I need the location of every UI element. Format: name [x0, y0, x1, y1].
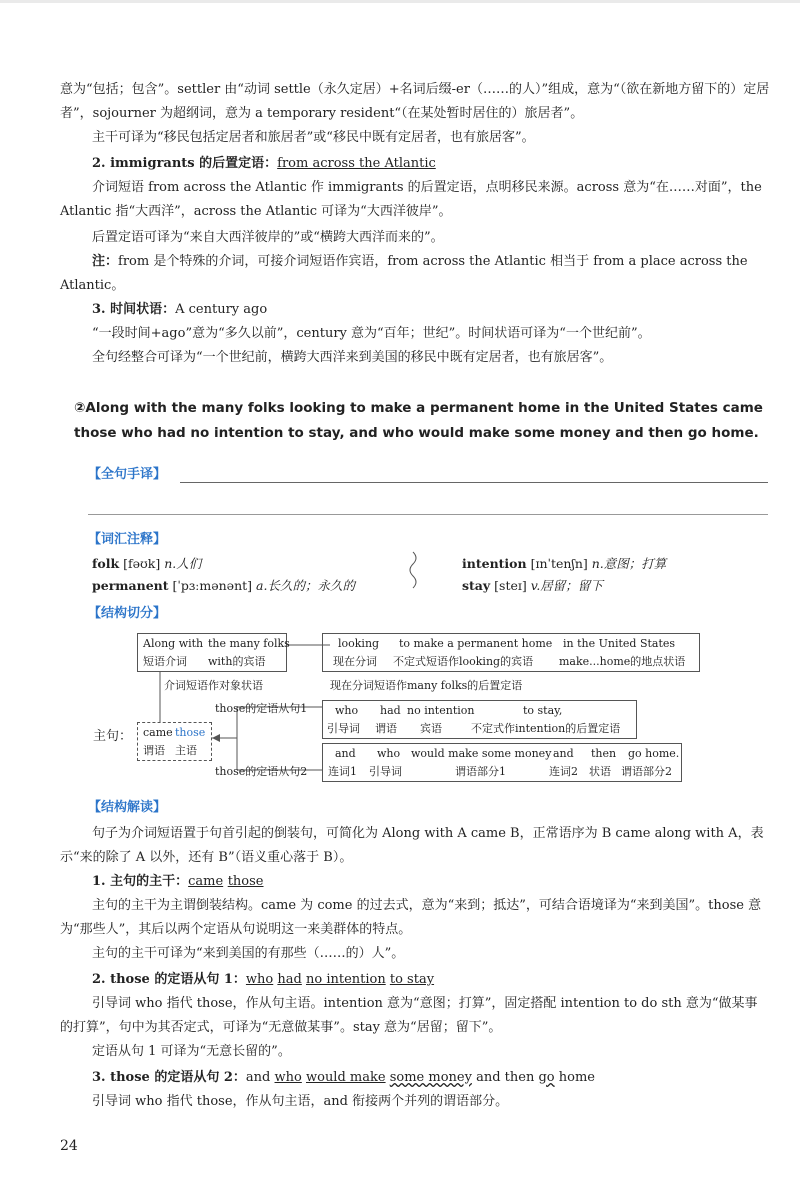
phrase-box-along-with: Along with the many folks 短语介词 with的宾语: [137, 633, 287, 672]
heading-clause-1: 2. those 的定语从句 1：who had no intention to stay: [92, 972, 435, 987]
vocab-entry: folk [fəʊk] n.人们: [92, 556, 202, 571]
relative-clause-2-box: and who would make some money and then go home. 连词1 引导词 谓语部分1 连词2 状语 谓语部分2: [322, 743, 682, 782]
paragraph: 主干可译为“移民包括定居者和旅居者”或“移民中既有定居者，也有旅居客”。: [92, 130, 535, 145]
heading-3: 3. 时间状语：A century ago: [92, 302, 268, 317]
phrase-box-looking: looking to make a permanent home in the United States 现在分词 不定式短语作looking的宾语 make...home的地点状语: [322, 633, 700, 672]
paragraph: 主句的主干可译为“来到美国的有那些（……的）人”。: [92, 946, 405, 961]
heading-2: 2. immigrants 的后置定语：from across the Atlantic: [92, 156, 436, 171]
paragraph: 引导词 who 指代 those，作从句主语。intention 意为“意图；打算”，固定搭配 intention to do sth 意为“做某事的打算”，句中为其否定式，可译为“无意做某事”。stay 意为“居留；留下”。: [60, 996, 758, 1035]
note: 注：from 是个特殊的介词，可接介词短语作宾语，from across the Atlantic 相当于 from a place across the Atlantic。: [60, 254, 748, 293]
vocab-entry: stay [steɪ] v.居留；留下: [462, 578, 603, 593]
paragraph: 引导词 who 指代 those，作从句主语，and 衔接两个并列的谓语部分。: [92, 1094, 509, 1109]
label-analysis: 【结构解读】: [88, 800, 167, 815]
target-sentence: ②Along with the many folks looking to make a permanent home in the United States came those who had no intention to stay, and who would make some money and then go home.: [74, 400, 763, 441]
paragraph: 后置定语可译为“来自大西洋彼岸的”或“横跨大西洋而来的”。: [92, 230, 444, 245]
clause2-label: those的定语从句2: [215, 765, 308, 778]
paragraph: 定语从句 1 可译为“无意长留的”。: [92, 1044, 291, 1059]
paragraph: “一段时间+ago”意为“多久以前”，century 意为“百年；世纪”。时间状语可译为“一个世纪前”。: [92, 326, 651, 341]
label-translate: 【全句手译】: [88, 467, 167, 482]
heading-clause-2: 3. those 的定语从句 2：and who would make some money and then go home: [92, 1070, 595, 1085]
paragraph: 介词短语 from across the Atlantic 作 immigrants 的后置定语，点明移民来源。across 意为“在……对面”，the Atlantic 指“大西洋”，across the Atlantic 可译为“大西洋彼岸”。: [60, 180, 762, 219]
vocab-entry: permanent [ˈpɜːmənənt] a.长久的；永久的: [92, 578, 355, 593]
paragraph: 意为“包括；包含”。settler 由“动词 settle（永久定居）+名词后缀-er（……的人）”组成，意为“（欲在新地方留下的）定居者”，sojourner 为超纲词，意为 a temporary resident“（在某处暂时居住的）旅居者”。: [60, 82, 770, 121]
paragraph: 全句经整合可译为“一个世纪前，横跨大西洋来到美国的移民中既有定居者，也有旅居客”。: [92, 350, 613, 365]
main-clause-box: came those 谓语 主语: [137, 722, 212, 761]
page-number: 24: [60, 1138, 78, 1154]
label-structure: 【结构切分】: [88, 606, 167, 621]
label-vocab: 【词汇注释】: [88, 532, 167, 547]
caption: 现在分词短语作many folks的后置定语: [330, 679, 523, 692]
paragraph: 句子为介词短语置于句首引起的倒装句，可简化为 Along with A came B，正常语序为 B came along with A，表示“来的除了 A 以外，还有 B”（语义重心落于 B）。: [60, 826, 764, 865]
clause1-label: those的定语从句1: [215, 702, 308, 715]
main-clause-label: 主句：: [93, 729, 133, 744]
relative-clause-1-box: who had no intention to stay, 引导词 谓语 宾语 不定式作intention的后置定语: [322, 700, 637, 739]
paragraph: 主句的主干为主谓倒装结构。came 为 come 的过去式，意为“来到；抵达”，可结合语境译为“来到美国”。those 意为“那些人”，其后以两个定语从句说明这一来美群体的特点。: [60, 898, 762, 937]
caption: 介词短语作对象状语: [164, 679, 263, 692]
vocab-entry: intention [ɪnˈtenʃn] n.意图；打算: [462, 556, 667, 571]
heading-main: 1. 主句的主干：came those: [92, 874, 264, 889]
